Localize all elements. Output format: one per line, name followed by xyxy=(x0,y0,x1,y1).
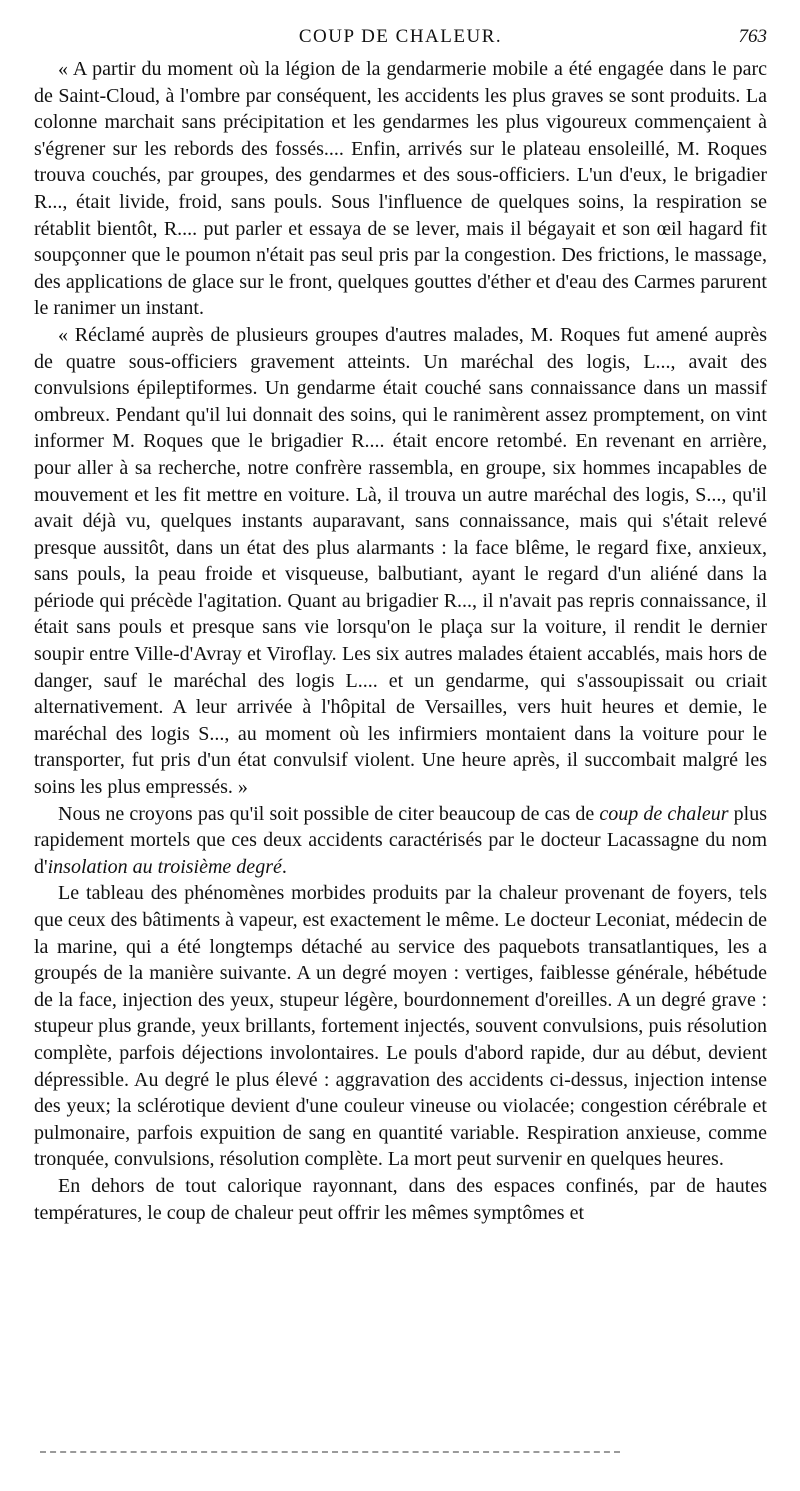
paragraph-2: « Réclamé auprès de plusieurs groupes d'autres malades, M. Roques fut amené auprès de quatre sous-officiers gravement atteints. Un maréchal des logis, L..., avait des convulsions épileptiformes. Un gendarme était couché sans connaissance dans un massif ombreux. Pendant qu'il lui donnait des soins, qui le ranimèrent assez promptement, on vint informer M. Roques que le brigadier R.... était encore retombé. En revenant en arrière, pour aller à sa recherche, notre confrère rassembla, en groupe, six hommes incapables de mouvement et les fit mettre en voiture. Là, il trouva un autre maréchal des logis, S..., qu'il avait déjà vu, quelques instants auparavant, sans connaissance, mais qui s'était relevé presque aussitôt, dans un état des plus alarmants : la face blême, le regard fixe, anxieux, sans pouls, la peau froide et visqueuse, balbutiant, ayant le regard d'un aliéné dans la période qui précède l'agitation. Quant au brigadier R..., il n'avait pas repris connaissance, il était sans pouls et presque sans vie lorsqu'on le plaça sur la voiture, il rendit le dernier soupir entre Ville-d'Avray et Viroflay. Les six autres malades étaient accablés, mais hors de danger, sauf le maréchal des logis L.... et un gendarme, qui s'assoupissait ou criait alternativement. A leur arrivée à l'hôpital de Versailles, vers huit heures et demie, le maréchal des logis S..., au moment où les infirmiers montaient dans la voiture pour le transporter, fut pris d'un état convulsif violent. Une heure après, il succombait malgré les soins les plus empressés. » xyxy=(34,323,767,799)
running-title: COUP DE CHALEUR. xyxy=(298,26,503,47)
paragraph-3 xyxy=(34,801,767,881)
running-header xyxy=(34,26,767,56)
italic-term-insolation: insolation au troisième degré xyxy=(47,855,282,878)
paragraph-5: En dehors de tout calorique rayonnant, dans des espaces confinés, par de hautes températures, le coup de chaleur peut offrir les mêmes symptômes et xyxy=(34,1174,767,1224)
bottom-dashed-rule xyxy=(40,1451,620,1453)
text-run: Nous ne croyons pas qu'il soit possible de citer beaucoup de cas de xyxy=(58,802,600,825)
text-run: . xyxy=(281,855,287,878)
italic-term-coup-de-chaleur: coup de chaleur xyxy=(599,802,729,825)
page-number: 763 xyxy=(738,26,767,47)
body-text xyxy=(34,56,767,1226)
book-page xyxy=(34,26,767,1226)
paragraph-4: Le tableau des phénomènes morbides produits par la chaleur provenant de foyers, tels que ceux des bâtiments à vapeur, est exactement le même. Le docteur Leconiat, médecin de la marine, qui a été longtemps détaché au service des paquebots transatlantiques, les a groupés de la manière suivante. A un degré moyen : vertiges, faiblesse générale, hébétude de la face, injection des yeux, stupeur légère, bourdonnement d'oreilles. A un degré grave : stupeur plus grande, yeux brillants, fortement injectés, souvent convulsions, puis résolution complète, parfois déjections involontaires. Le pouls d'abord rapide, dur au début, devient dépressible. Au degré le plus élevé : aggravation des accidents ci-dessus, injection intense des yeux; la sclérotique devient d'une couleur vineuse ou violacée; congestion cérébrale et pulmonaire, parfois expuition de sang en quantité variable. Respiration anxieuse, comme tronquée, convulsions, résolution complète. La mort peut survenir en quelques heures. xyxy=(34,882,767,1171)
paragraph-1: « A partir du moment où la légion de la gendarmerie mobile a été engagée dans le parc de Saint-Cloud, à l'ombre par conséquent, les accidents les plus graves se sont produits. La colonne marchait sans précipitation et les gendarmes les plus vigoureux commençaient à s'égrener sur les rebords des fossés.... Enfin, arrivés sur le plateau ensoleillé, M. Roques trouva couchés, par groupes, des gendarmes et des sous-officiers. L'un d'eux, le brigadier R..., était livide, froid, sans pouls. Sous l'influence de quelques soins, la respiration se rétablit bientôt, R.... put parler et essaya de se lever, mais il bégayait et son œil hagard fit soupçonner que le poumon n'était pas seul pris par la congestion. Des frictions, le massage, des applications de glace sur le front, quelques gouttes d'éther et d'eau des Carmes parurent le ranimer un instant. xyxy=(34,58,767,320)
text-run: plus rapidement mortels que ces deux accidents caractérisés par le docteur Lacassagne du nom d' xyxy=(34,802,767,878)
